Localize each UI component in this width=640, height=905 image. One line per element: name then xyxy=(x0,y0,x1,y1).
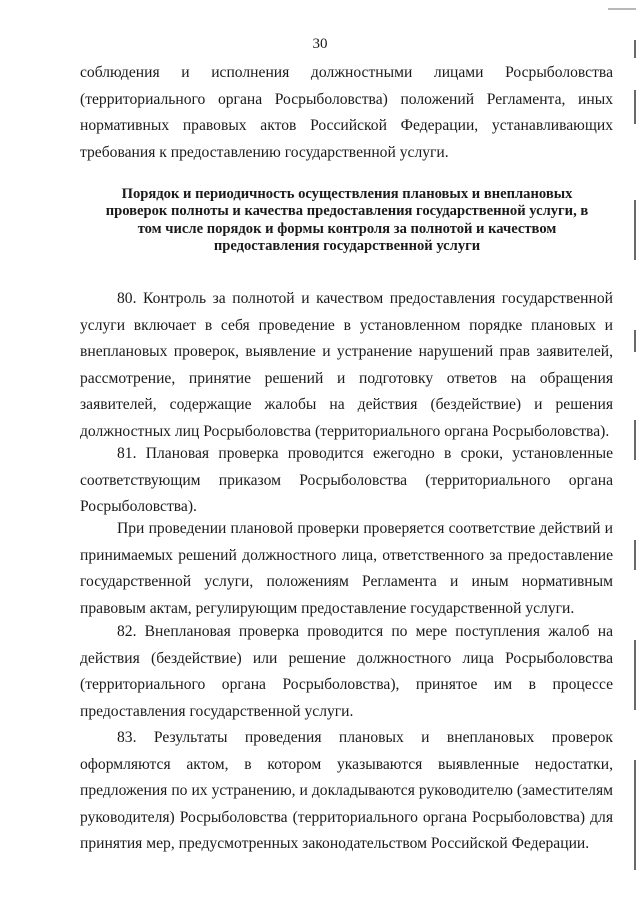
paragraph-81-block xyxy=(80,441,613,521)
intro-paragraph: соблюдения и исполнения должностными лицами Росрыболовства (территориального органа Росрыболовства) положений Регламента, иных нормативных правовых актов Российской Федерации, устанавливающих требования к предоставлению государственной услуги. xyxy=(80,64,613,161)
paragraph-80: 80. Контроль за полнотой и качеством предоставления государственной услуги включает в себя проведение в установленном порядке плановых и внеплановых проверок, выявление и устранение нарушений прав заявителей, рассмотрение, принятие решений и подготовку ответов на обращения заявителей, содержащие жалобы на действия (бездействие) и решения должностных лиц Росрыболовства (территориального органа Росрыболовства). xyxy=(80,290,613,440)
intro-block xyxy=(80,60,613,166)
paragraph-80-block xyxy=(80,286,613,446)
paragraph-83-block xyxy=(80,725,613,858)
paragraph-81: 81. Плановая проверка проводится ежегодно в сроки, установленные соответствующим приказом Росрыболовства (территориального органа Росрыболовства). xyxy=(80,445,613,516)
paragraph-83: 83. Результаты проведения плановых и внеплановых проверок оформляются актом, в котором указываются выявленные недостатки, предложения по их устранению, и докладываются руководителю (заместителям руководителя) Росрыболовства (территориального органа Росрыболовства) для принятия мер, предусмотренных законодательством Российской Федерации. xyxy=(80,729,613,853)
paragraph-81b: При проведении плановой проверки проверяется соответствие действий и принимаемых решений должностного лица, ответственного за предоставление государственной услуги, положениям Регламента и иным нормативным правовым актам, регулирующим предоставление государственной услуги. xyxy=(80,520,613,617)
section-heading: Порядок и периодичность осуществления плановых и внеплановых проверок полноты и качества предоставления государственной услуги, в том числе порядок и формы контроля за полнотой и качеством предоставления государственной услуги xyxy=(105,186,589,255)
page-number: 30 xyxy=(312,36,328,52)
scan-edge-artifact xyxy=(632,0,638,905)
paragraph-81b-block xyxy=(80,516,613,622)
paragraph-82: 82. Внеплановая проверка проводится по мере поступления жалоб на действия (бездействие) или решение должностного лица Росрыболовства (территориального органа Росрыболовства), принятое им в процессе предоставления государственной услуги. xyxy=(80,623,613,720)
paragraph-82-block xyxy=(80,619,613,725)
